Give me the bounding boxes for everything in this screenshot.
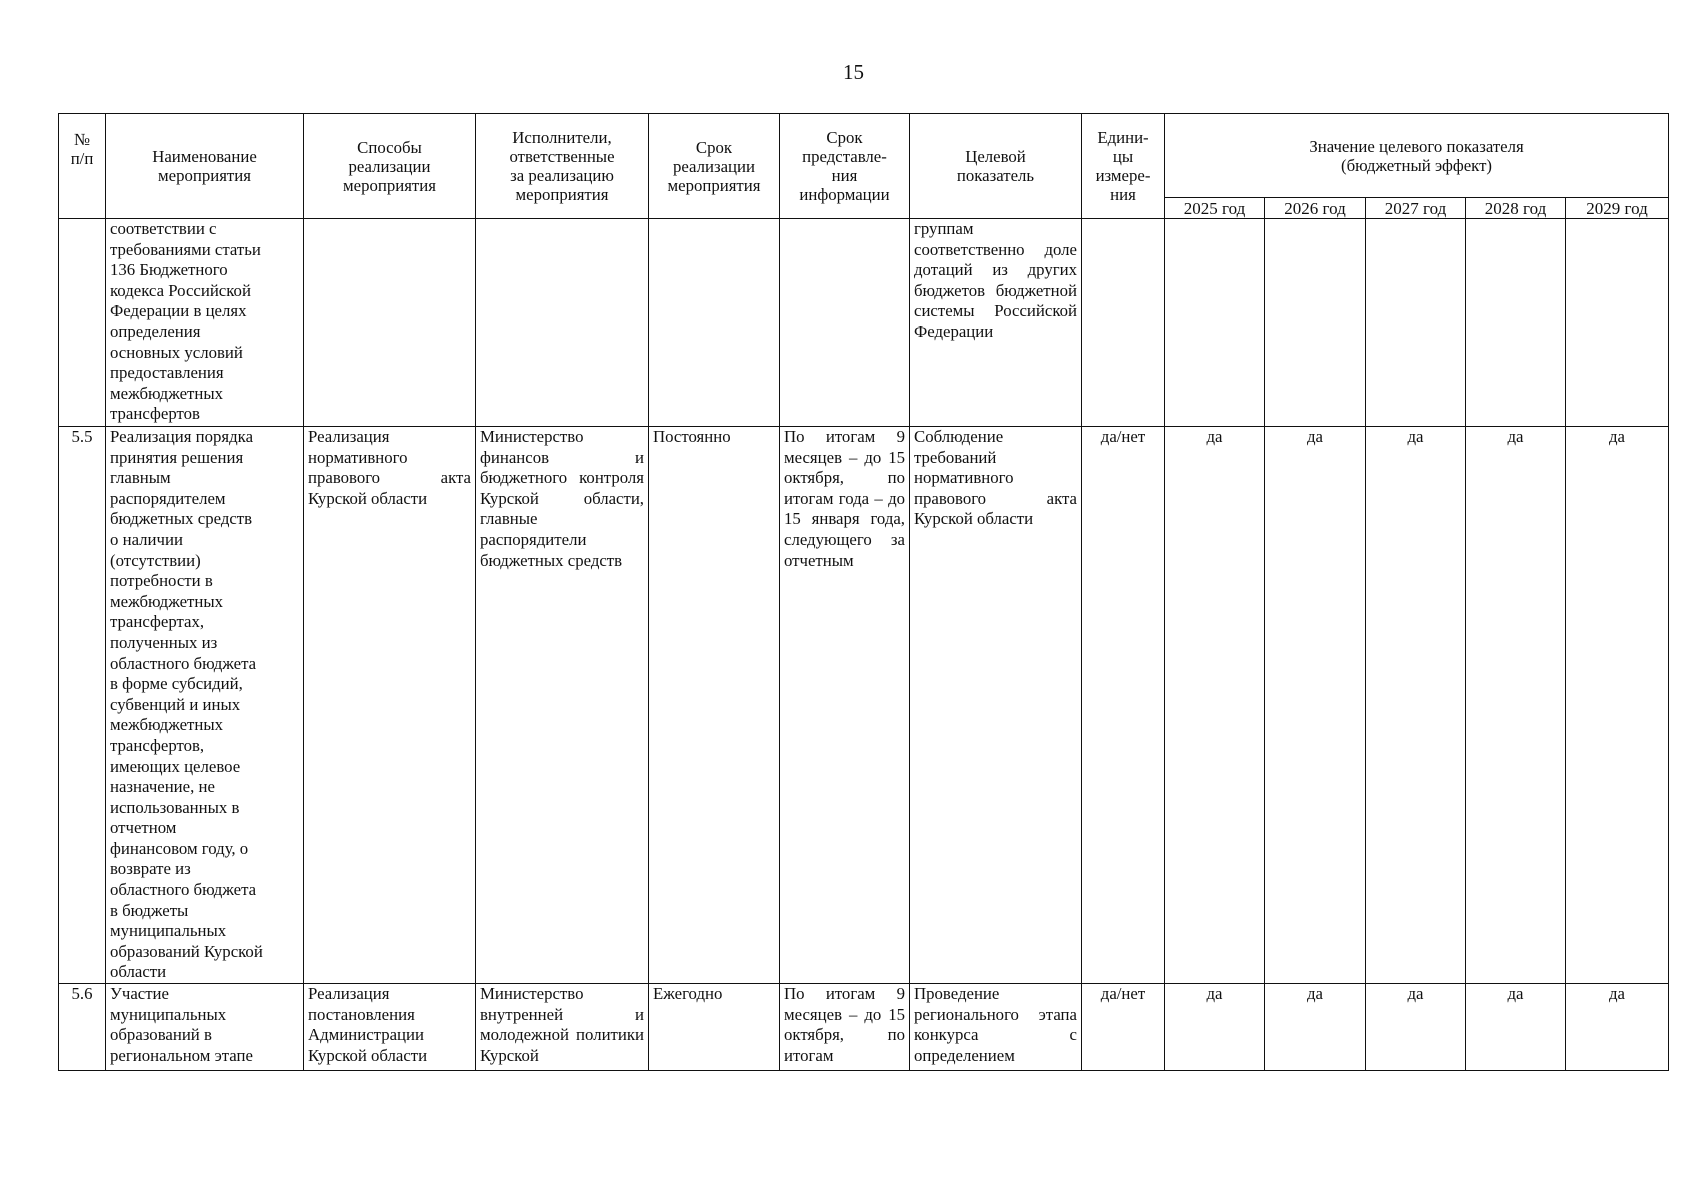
header-year-2027: 2027 год [1366,198,1466,219]
units [1082,219,1165,427]
implementation-term: Постоянно [649,427,780,984]
executors: Министерство внутренней и молодежной политики Курской [476,984,649,1071]
header-target-value-group: Значение целевого показателя (бюджетный эффект) [1165,114,1669,198]
value-2029: да [1566,427,1669,984]
row-number: 5.6 [59,984,106,1071]
units: да/нет [1082,427,1165,984]
value-2027 [1366,219,1466,427]
target-indicator: группам соответственно доле дотаций из других бюджетов бюджетной системы Российской Федерации [910,219,1082,427]
value-2028: да [1466,427,1566,984]
header-target-indicator: Целевой показатель [910,114,1082,219]
value-2028 [1466,219,1566,427]
value-2028: да [1466,984,1566,1071]
executors: Министерство финансов и бюджетного контроля Курской области, главные распорядители бюджетных средств [476,427,649,984]
implementation-term: Ежегодно [649,984,780,1071]
header-number: № п/п [59,114,106,219]
header-executors: Исполнители, ответственные за реализацию мероприятия [476,114,649,219]
header-report-term: Срок представле- ния информации [780,114,910,219]
activities-table [58,113,1669,1071]
executors [476,219,649,427]
implementation-method [304,219,476,427]
implementation-method: Реализация нормативного правового акта Курской области [304,427,476,984]
value-2026 [1265,219,1366,427]
value-2025: да [1165,984,1265,1071]
value-2025: да [1165,427,1265,984]
row-number [59,219,106,427]
table-row [59,219,1669,427]
value-2025 [1165,219,1265,427]
report-term: По итогам 9 месяцев – до 15 октября, по итогам года – до 15 января года, следующего за отчетным [780,427,910,984]
value-2027: да [1366,984,1466,1071]
page-number: 15 [843,60,864,84]
header-activity-name: Наименование мероприятия [106,114,304,219]
value-2026: да [1265,427,1366,984]
target-indicator: Проведение регионального этапа конкурса с определением [910,984,1082,1071]
activity-name: соответствии с требованиями статьи 136 Бюджетного кодекса Российской Федерации в целях определения основных условий предоставления межбюджетных трансфертов [106,219,304,427]
value-2026: да [1265,984,1366,1071]
header-year-2028: 2028 год [1466,198,1566,219]
header-year-2025: 2025 год [1165,198,1265,219]
header-units: Едини- цы измере- ния [1082,114,1165,219]
target-indicator: Соблюдение требований нормативного правового акта Курской области [910,427,1082,984]
row-number: 5.5 [59,427,106,984]
report-term [780,219,910,427]
header-year-2026: 2026 год [1265,198,1366,219]
value-2029: да [1566,984,1669,1071]
table-row [59,427,1669,984]
activity-name: Реализация порядка принятия решения главным распорядителем бюджетных средств о наличии (отсутствии) потребности в межбюджетных трансфертах, полученных из областного бюджета в форме субсидий, субвенций и иных межбюджетных трансфертов, имеющих целевое назначение, не использованных в отчетном финансовом году, о возврате из областного бюджета в бюджеты муниципальных образований Курской области [106,427,304,984]
value-2029 [1566,219,1669,427]
report-term: По итогам 9 месяцев – до 15 октября, по итогам [780,984,910,1071]
header-year-2029: 2029 год [1566,198,1669,219]
units: да/нет [1082,984,1165,1071]
implementation-method: Реализация постановления Администрации Курской области [304,984,476,1071]
activity-name: Участие муниципальных образований в региональном этапе [106,984,304,1071]
value-2027: да [1366,427,1466,984]
implementation-term [649,219,780,427]
header-implementation-term: Срок реализации мероприятия [649,114,780,219]
table-row [59,984,1669,1071]
header-implementation-methods: Способы реализации мероприятия [304,114,476,219]
